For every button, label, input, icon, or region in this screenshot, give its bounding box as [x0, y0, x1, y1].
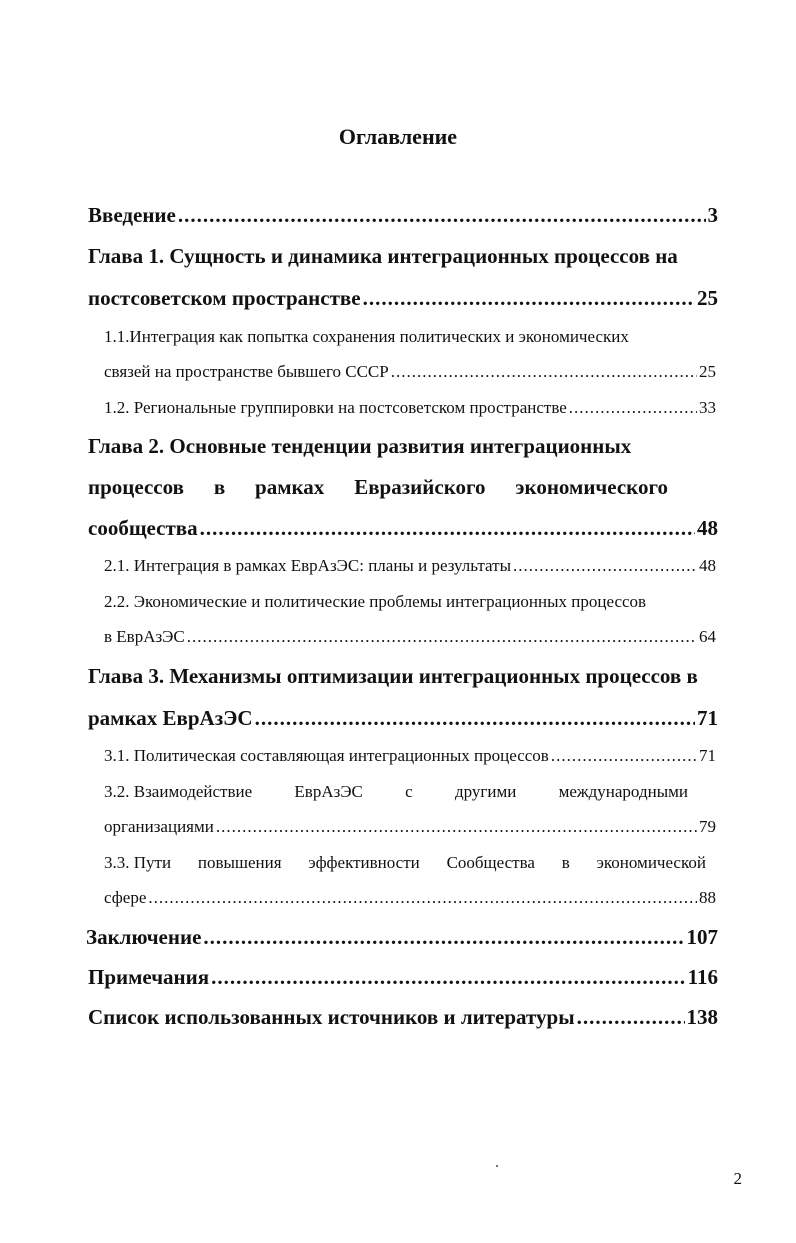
toc-entry-section-1-1-continued[interactable]	[104, 359, 716, 385]
toc-entry-text: 2.2. Экономические и политические проблемы интеграционных процессов	[104, 592, 647, 611]
toc-entry-text: Глава 1. Сущность и динамика интеграционных процессов на	[88, 244, 678, 268]
dot-leader	[200, 512, 695, 544]
toc-entry-page: 48	[697, 516, 718, 540]
toc-entry-section-3-3-continued[interactable]	[104, 885, 716, 911]
dot-leader	[363, 282, 695, 314]
dot-leader	[203, 921, 684, 953]
dot-leader	[577, 1001, 685, 1033]
toc-entry-chapter-1-continued[interactable]	[88, 282, 718, 314]
toc-entry-bibliography[interactable]	[88, 1001, 718, 1033]
dot-leader	[391, 359, 697, 385]
toc-entry-page: 116	[687, 965, 718, 989]
toc-entry-text: Глава 3. Механизмы оптимизации интеграционных процессов в	[88, 664, 698, 688]
toc-entry-text: в ЕврАзЭС	[104, 627, 185, 646]
toc-entry-text: сфере	[104, 888, 147, 907]
toc-entry-page: 64	[699, 627, 716, 646]
toc-entry-section-3-2[interactable]	[104, 779, 688, 805]
toc-entry-word: экономического	[515, 475, 668, 499]
toc-entry-text: 1.2. Региональные группировки на постсоветском пространстве	[104, 398, 567, 417]
dot-leader	[211, 961, 686, 993]
toc-entry-chapter-2-end[interactable]	[88, 512, 718, 544]
toc-entry-section-3-2-continued[interactable]	[104, 814, 716, 840]
toc-entry-word: процессов	[88, 475, 184, 499]
toc-entry-text: организациями	[104, 817, 214, 836]
toc-entry-chapter-3[interactable]	[88, 660, 740, 692]
toc-entry-page: 25	[699, 362, 716, 381]
toc-entry-text: постсоветском пространстве	[88, 286, 361, 310]
toc-entry-text: Глава 2. Основные тенденции развития интеграционных	[88, 434, 632, 458]
toc-entry-word: с	[405, 782, 413, 801]
toc-entry-page: 48	[699, 556, 716, 575]
dot-leader	[187, 624, 697, 650]
dot-leader	[255, 702, 695, 734]
toc-entry-page: 79	[699, 817, 716, 836]
toc-entry-section-3-3[interactable]	[104, 850, 706, 876]
toc-entry-page: 3	[707, 203, 718, 227]
toc-entry-section-2-2[interactable]	[104, 589, 734, 615]
toc-entry-text: сообщества	[88, 516, 198, 540]
toc-entry-word: международными	[558, 782, 688, 801]
toc-entry-section-1-2[interactable]	[104, 395, 716, 421]
toc-entry-text: связей на пространстве бывшего СССР	[104, 362, 389, 381]
scan-speck	[496, 1165, 498, 1167]
toc-entry-page: 88	[699, 888, 716, 907]
page-number: 2	[733, 1169, 742, 1188]
dot-leader	[569, 395, 697, 421]
toc-entry-text: Примечания	[88, 965, 210, 989]
toc-entry-page: 71	[697, 706, 718, 730]
toc-entry-word: Евразийского	[354, 475, 486, 499]
toc-entry-word: в	[213, 475, 226, 499]
toc-entry-introduction[interactable]	[88, 199, 718, 231]
toc-entry-page: 107	[686, 925, 718, 949]
toc-entry-conclusion[interactable]	[86, 921, 718, 953]
toc-entry-word: рамках	[255, 475, 325, 499]
toc-entry-text: Заключение	[86, 925, 202, 949]
toc-entry-chapter-2[interactable]	[88, 430, 718, 462]
toc-entry-word: 3.2. Взаимодействие	[104, 782, 253, 801]
toc-entry-section-1-1[interactable]	[104, 324, 716, 350]
toc-entry-chapter-1[interactable]	[88, 240, 718, 272]
toc-entry-section-2-2-continued[interactable]	[104, 624, 716, 650]
toc-entry-word: эффективности	[308, 853, 420, 872]
toc-entry-text: 2.1. Интеграция в рамках ЕврАзЭС: планы и результаты	[104, 556, 511, 575]
dot-leader	[513, 553, 697, 579]
toc-entry-page: 33	[699, 398, 716, 417]
toc-entry-text: рамках ЕврАзЭС	[88, 706, 253, 730]
toc-entry-notes[interactable]	[88, 961, 718, 993]
toc-entry-section-3-1[interactable]	[104, 743, 716, 769]
toc-entry-text: 3.1. Политическая составляющая интеграционных процессов	[104, 746, 549, 765]
toc-entry-text: 1.1.Интеграция как попытка сохранения политических и экономических	[104, 327, 629, 346]
toc-entry-page: 138	[686, 1005, 718, 1029]
toc-entry-chapter-2-continued[interactable]	[88, 471, 668, 503]
toc-entry-text: Список использованных источников и литературы	[88, 1005, 575, 1029]
toc-entry-page: 25	[697, 286, 718, 310]
toc-entry-word: повышения	[197, 853, 282, 872]
dot-leader	[551, 743, 697, 769]
toc-entry-page: 71	[699, 746, 716, 765]
dot-leader	[216, 814, 697, 840]
toc-entry-word: Сообщества	[446, 853, 535, 872]
toc-entry-section-2-1[interactable]	[104, 553, 716, 579]
toc-entry-word: в	[561, 853, 570, 872]
toc-title: Оглавление	[338, 124, 458, 149]
dot-leader	[178, 199, 706, 231]
toc-entry-word: ЕврАзЭС	[294, 782, 363, 801]
toc-entry-word: экономической	[596, 853, 706, 872]
dot-leader	[148, 885, 697, 911]
toc-entry-word: другими	[454, 782, 517, 801]
toc-entry-word: 3.3. Пути	[104, 853, 172, 872]
toc-entry-text: Введение	[88, 203, 176, 227]
toc-entry-chapter-3-continued[interactable]	[88, 702, 718, 734]
